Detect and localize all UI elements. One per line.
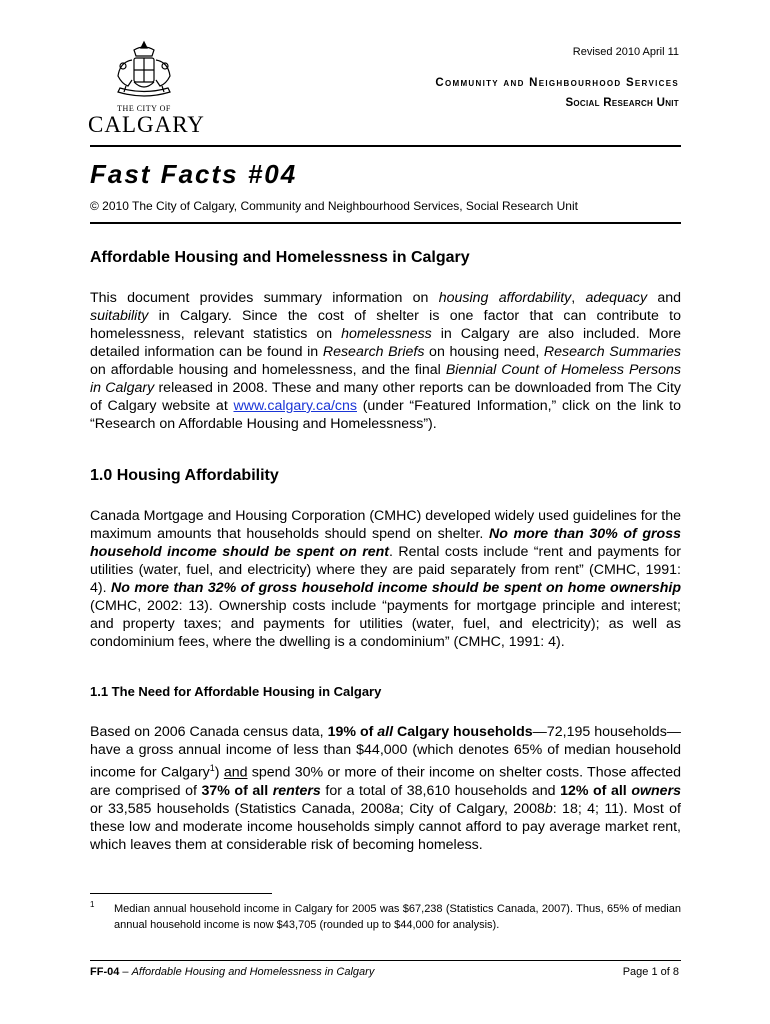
footnote-mark: 1: [90, 900, 95, 909]
footnote-divider: [90, 893, 272, 894]
footnote: [90, 901, 681, 933]
calgary-cns-link[interactable]: www.calgary.ca/cns: [233, 398, 357, 414]
need-paragraph: Based on 2006 Canada census data, 19% of all Calgary households—72,195 households—have a gross annual income of less than $44,000 (which denotes 65% of median household income for Calgary$^1$) and spend 30% or more of their income on shelter costs. Those affected are comprised of 37% of all renters for a total of 38,610 households and 12% of all owners or 33,585 households (Statistics Canada, 2008a; City of Calgary, 2008b: 18; 4; 11). Most of these low and moderate income households simply cannot afford to pay average market rent, which leaves them at considerable risk of becoming homeless.: [90, 724, 682, 853]
city-of-calgary-logo: [88, 40, 205, 140]
unit-name: Social Research Unit: [565, 97, 679, 109]
subsection-heading-need: 1.1 The Need for Affordable Housing in Calgary: [90, 684, 382, 699]
header-divider: [90, 145, 681, 147]
footnote-reference[interactable]: 1: [209, 763, 215, 773]
affordability-paragraph: Canada Mortgage and Housing Corporation (CMHC) developed widely used guidelines for the maximum amounts that households should spend on shelter. No more than 30% of gross household income should be spent on rent. Rental costs include “rent and payments for utilities (water, fuel, and electricity) where they are paid separately from rent” (CMHC, 1991: 4). No more than 32% of gross household income should be spent on home ownership (CMHC, 2002: 13). Ownership costs include “payments for mortgage principle and interest; and property taxes; and payments for utilities (water, fuel, and electricity); as well as condominium fees, where the dwelling is a condominium” (CMHC, 1991: 4).: [90, 508, 681, 650]
footnote-text: Median annual household income in Calgary for 2005 was $67,238 (Statistics Canada, 2007). Thus, 65% of median annual household income is now $43,705 (rounded up to $44,000 for analysis).: [114, 903, 681, 931]
page-number: Page 1 of 8: [622, 966, 679, 978]
footer-document-label: FF-04 – Affordable Housing and Homelessness in Calgary: [90, 966, 375, 978]
main-heading: Affordable Housing and Homelessness in Calgary: [90, 249, 470, 266]
document-title: Fast Facts #04: [90, 159, 298, 189]
department-name: Community and Neighbourhood Services: [435, 77, 679, 89]
section-heading-housing-affordability: 1.0 Housing Affordability: [90, 467, 279, 484]
coat-of-arms-icon: [112, 40, 176, 102]
revision-date: Revised 2010 April 11: [572, 46, 679, 58]
logo-wordmark: CALGARY: [88, 112, 205, 137]
logo-small-text: THE CITY OF: [117, 104, 171, 113]
title-divider: [90, 222, 681, 224]
footer-divider: [90, 960, 681, 961]
copyright-line: © 2010 The City of Calgary, Community and Neighbourhood Services, Social Research Unit: [90, 199, 578, 213]
intro-paragraph: This document provides summary information on housing affordability, adequacy and suitability in Calgary. Since the cost of shelter is one factor that can contribute to homelessness, relevant statistics on homelessness in Calgary are also included. More detailed information can be found in Research Briefs on housing need, Research Summaries on affordable housing and homelessness, and the final Biennial Count of Homeless Persons in Calgary released in 2008. These and many other reports can be downloaded from The City of Calgary website at www.calgary.ca/cns (under “Featured Information,” click on the link to “Research on Affordable Housing and Homelessness”).: [90, 290, 682, 432]
